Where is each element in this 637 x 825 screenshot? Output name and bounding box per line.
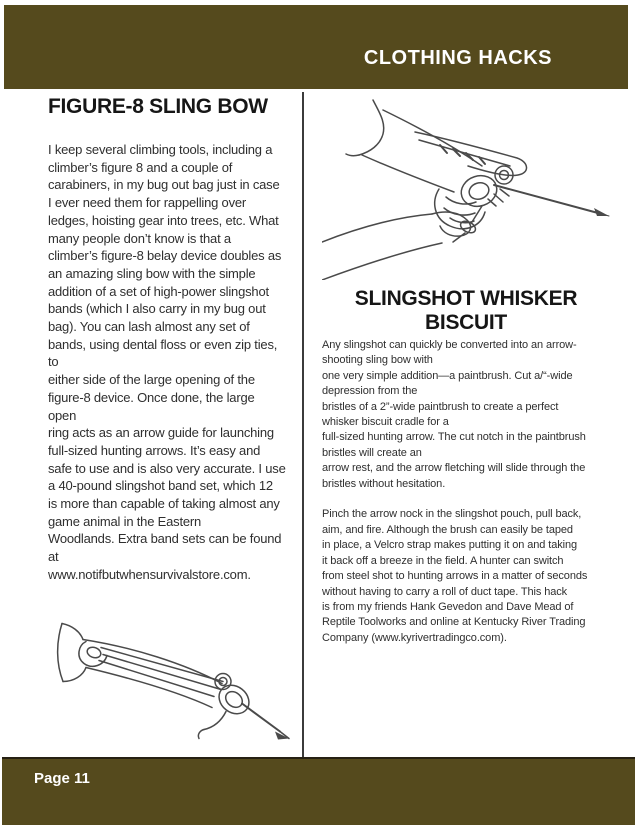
text-line: safe to use and is also very accurate. I use — [48, 460, 286, 476]
text-line: a 40-pound slingshot band set, which 12 — [48, 478, 273, 494]
text-line: whisker biscuit cradle for a — [322, 416, 449, 429]
text-line: Company (www.kyrivertradingco.com). — [322, 631, 507, 644]
text-line: addition of a set of high-power slingshot — [48, 283, 269, 299]
text-line: Reptile Toolworks and online at Kentucky River Trading — [322, 616, 586, 629]
text-line: bristles of a 2”-wide paintbrush to create a perfect — [322, 400, 559, 413]
text-line: shooting sling bow with — [322, 354, 433, 367]
text-line: ledges, hoisting gear into trees, etc. What — [48, 212, 279, 228]
text-line: Woodlands. Extra band sets can be found — [48, 531, 282, 547]
text-line: an amazing sling bow with the simple — [48, 265, 256, 281]
text-line: Pinch the arrow nock in the slingshot pouch, pull back, — [322, 508, 582, 521]
text-line: bands (which I also carry in my bug out — [48, 301, 266, 317]
text-line: at — [48, 549, 59, 565]
text-line: many people don’t know is that a — [48, 230, 231, 246]
text-line: figure-8 device. Once done, the large — [48, 389, 255, 405]
text-line: climber’s figure 8 and a couple of — [48, 159, 233, 175]
column-divider — [302, 92, 304, 757]
text-line: it back off a breeze in the field. A hunter can switch — [322, 554, 564, 567]
left-article-title: FIGURE-8 SLING BOW — [48, 95, 268, 118]
text-line — [322, 492, 614, 507]
text-line: bands, using dental floss or even zip ties, — [48, 336, 278, 352]
text-line: bristles without hesitation. — [322, 477, 446, 490]
text-line: without having to carry a roll of duct tape. This hack — [322, 585, 568, 598]
right-article-body — [322, 338, 614, 646]
text-line: SLINGSHOT WHISKER — [354, 287, 578, 310]
text-line: bristles will create an — [322, 446, 422, 459]
header-band — [4, 5, 628, 89]
text-line: is from my friends Hank Gevedon and Dave Mead of — [322, 600, 574, 613]
page-number-label: Page 11 — [34, 770, 90, 787]
text-line: full-sized hunting arrow. The cut notch in the paintbrush — [322, 431, 586, 444]
sling-bow-drawn-illustration — [56, 596, 291, 751]
text-line: open — [48, 407, 77, 423]
sling-bow-aiming-illustration — [322, 96, 612, 280]
text-line: full-sized hunting arrows. It’s easy and — [48, 442, 261, 458]
text-line: to — [48, 354, 59, 370]
text-line: game animal in the Eastern — [48, 513, 202, 529]
text-line: I ever need them for rappelling over — [48, 195, 247, 211]
text-line: in place, a Velcro strap makes putting it on and taking — [322, 539, 577, 552]
text-line: aim, and fire. Although the brush can easily be taped — [322, 523, 573, 536]
text-line: ring acts as an arrow guide for launching — [48, 425, 274, 441]
text-line: I keep several climbing tools, including a — [48, 142, 273, 157]
text-line: is more than capable of taking almost any — [48, 496, 280, 512]
text-line: either side of the large opening of the — [48, 372, 255, 388]
text-line: depression from the — [322, 385, 418, 398]
text-line: www.notifbutwhensurvivalstore.com. — [48, 566, 251, 582]
text-line: Any slingshot can quickly be converted into an arrow- — [322, 339, 577, 351]
text-line: arrow rest, and the arrow fletching will slide through the — [322, 462, 586, 475]
right-article-title — [318, 287, 614, 335]
text-line: one very simple addition—a paintbrush. Cut a/“-wide — [322, 369, 573, 382]
footer-band — [2, 757, 635, 825]
page-header-title: CLOTHING HACKS — [363, 47, 552, 69]
text-line: from steel shot to hunting arrows in a matter of seconds — [322, 570, 588, 583]
text-line: carabiners, in my bug out bag just in case — [48, 177, 280, 193]
left-article-body — [48, 141, 300, 584]
text-line: bag). You can lash almost any set of — [48, 319, 250, 335]
text-line: climber’s figure-8 belay device doubles as — [48, 248, 282, 264]
text-line: BISCUIT — [425, 311, 507, 334]
